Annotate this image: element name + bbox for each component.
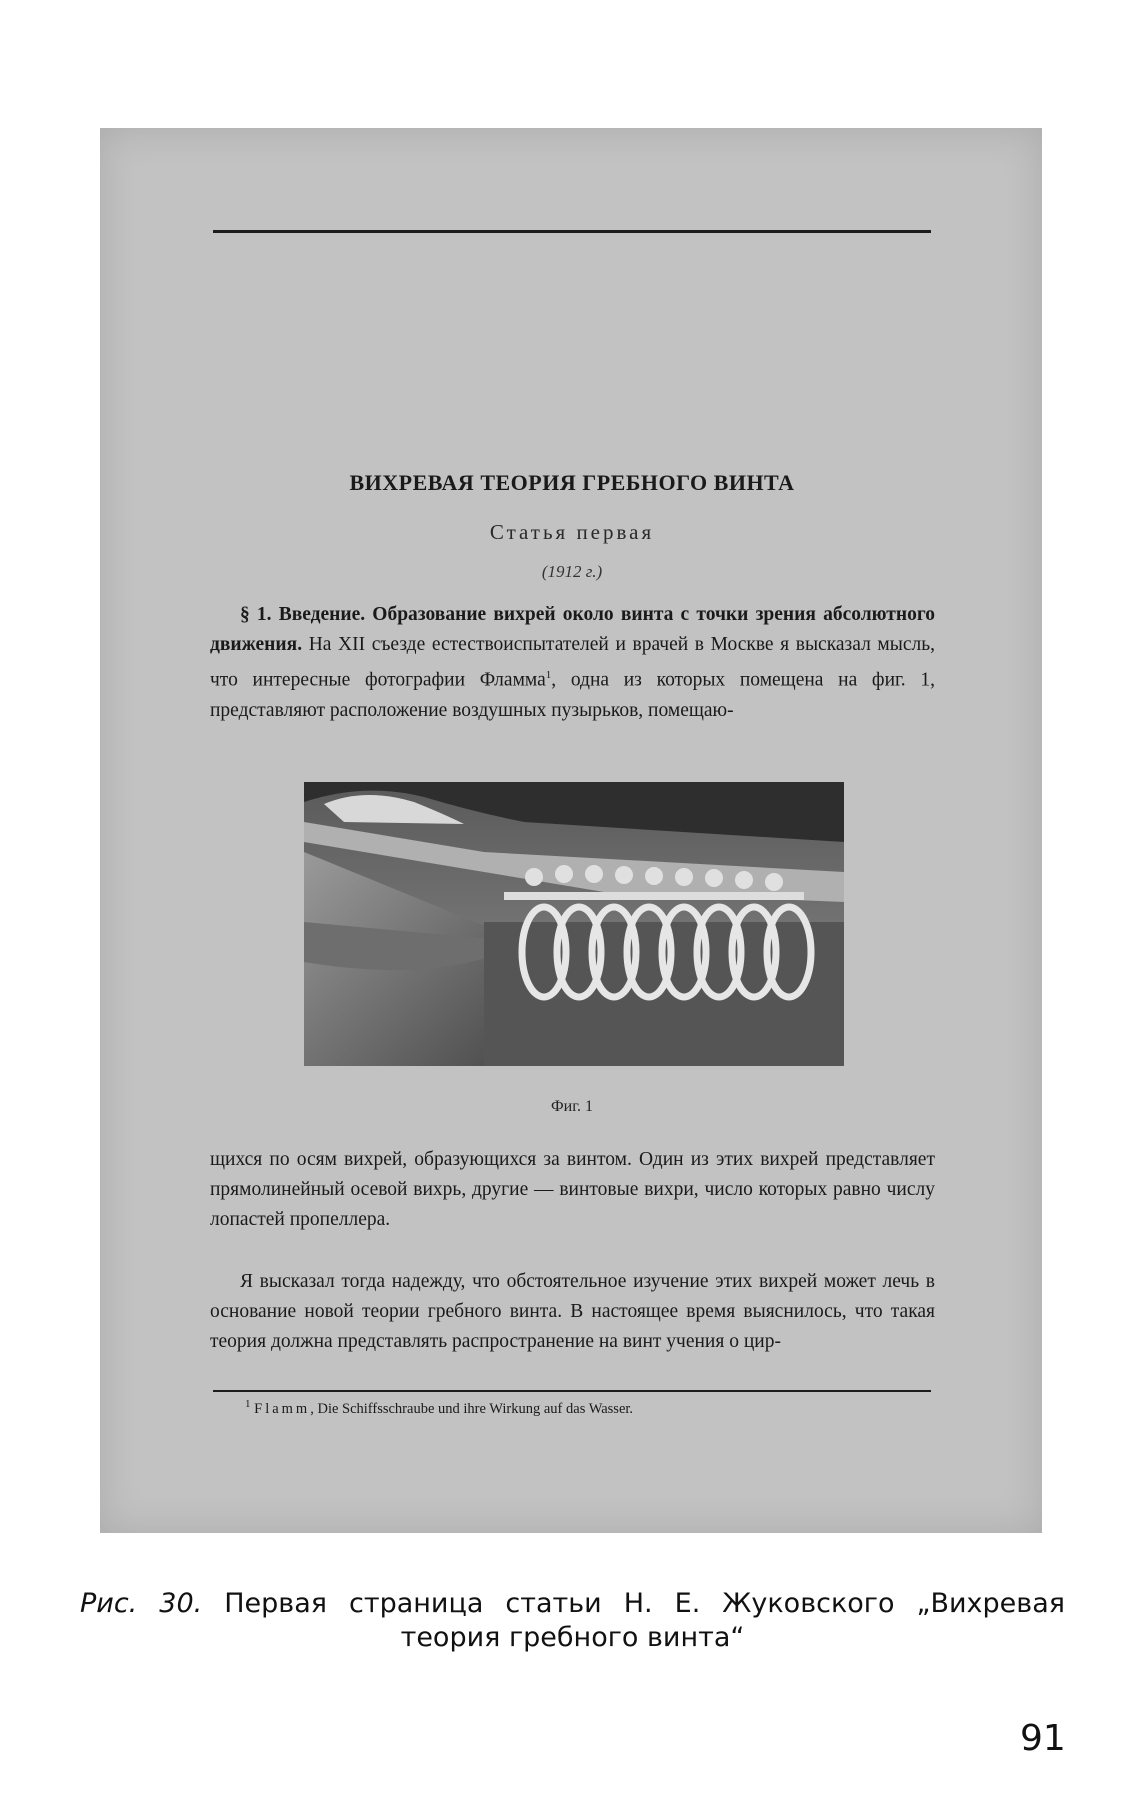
footnote-rule: [213, 1390, 931, 1392]
paragraph-2: щихся по осям вихрей, образующихся за винтом. Один из этих вихрей представляет прямолинейный осевой вихрь, другие — винтовые вихри, число которых равно числу лопастей пропеллера.: [210, 1149, 935, 1230]
paragraph-3-text: Я высказал тогда надежду, что обстоятельное изучение этих вихрей может лечь в основание новой теории гребного винта. В настоящее время выяснилось, что такая теория должна представлять распространение на винт учения о цир-: [210, 1271, 935, 1352]
paragraph-1: [210, 600, 935, 726]
article-subtitle: Статья первая: [489, 520, 655, 544]
caption-figure-number: Рис. 30.: [80, 1588, 203, 1619]
footnote-text: , Die Schiffsschraube und ihre Wirkung auf das Wasser.: [310, 1400, 634, 1417]
paragraph-1-text-b: , одна из которых помещена на фиг. 1, представляют расположение воздушных пузырьков, помещаю-: [210, 669, 935, 721]
caption-line-1-text: Первая страница статьи Н. Е. Жуковского „Вихревая: [224, 1588, 1065, 1619]
footnote-number: 1: [245, 1398, 251, 1410]
caption-line-1: [80, 1587, 1065, 1621]
propeller-vortex-photo: [304, 782, 844, 1066]
footnote: [245, 1398, 925, 1418]
propeller-vortex-image: [304, 782, 844, 1066]
top-rule: [213, 230, 931, 233]
paragraph-1-text-a: На XII съезде естествоиспытателей и врачей в Москве я высказал мысль, что интересные фотографии Фламма: [210, 634, 936, 691]
paragraph-3: [210, 1267, 935, 1357]
caption-line-2: теория гребного винта“: [400, 1622, 745, 1653]
figure-label: Фиг. 1: [551, 1098, 593, 1115]
page-number: 91: [1020, 1718, 1066, 1759]
footnote-mark: 1: [545, 669, 552, 681]
article-title: ВИХРЕВАЯ ТЕОРИЯ ГРЕБНОГО ВИНТА: [349, 470, 795, 495]
article-year: (1912 г.): [541, 562, 603, 581]
footnote-author: Flamm: [254, 1400, 311, 1417]
figure-caption: [80, 1587, 1065, 1655]
section-heading: § 1. Введение. Образование вихрей около винта с точки зрения абсолютного движения.: [210, 604, 935, 655]
